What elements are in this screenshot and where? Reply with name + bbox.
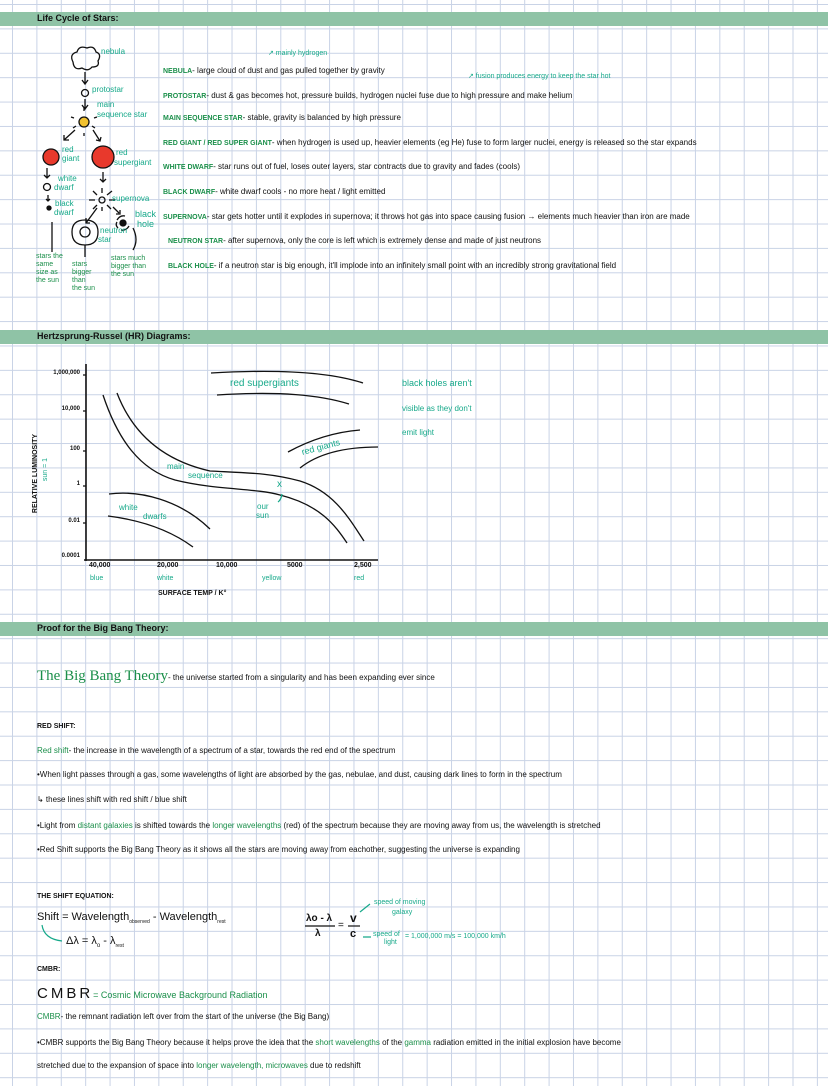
text-line: stars [72, 261, 88, 268]
x-tick-label: 10,000 [216, 562, 238, 569]
label-main-sequence-2: sequence [188, 471, 223, 480]
red-shift-bullet-1: •When light passes through a gas, some wavelengths of light are absorbed by the gas, nebulae, and dust, causing dark lines to form in the spectrum [37, 770, 562, 779]
hr-ylabel: RELATIVE LUMINOSITY [32, 433, 40, 514]
annotation-fusion: ↗ fusion produces energy to keep the star hot [468, 73, 611, 80]
cmbr-definition [37, 1012, 329, 1021]
annotation-mainly-hydrogen: ↗ mainly hydrogen [268, 50, 328, 57]
x-tick-label: 2,500 [354, 562, 372, 569]
text: Shift = Wavelength [37, 911, 130, 923]
label-red-supergiant-2: supergiant [114, 158, 152, 167]
sun-marker: x [277, 479, 282, 490]
label-neutron-star-1: neutron [100, 226, 128, 235]
cmbr-abbr: CMBR [37, 985, 94, 1002]
label-our-sun-1: our [257, 502, 269, 511]
text: of the [379, 1038, 405, 1047]
black-hole-note-1: black holes aren't [402, 378, 472, 388]
label-our-sun-2: sun [256, 511, 269, 520]
cmbr-heading: CMBR: [37, 966, 61, 973]
definition-term: SUPERNOVA [163, 214, 207, 221]
text: Δλ = λ [66, 935, 97, 947]
label-neutron-star-2: star [98, 235, 112, 244]
label-main-seq-2: sequence star [97, 110, 148, 119]
definition-text: - dust & gas becomes hot, pressure builds, hydrogen nuclei fuse due to high pressure and make helium [206, 91, 573, 100]
label-black-dwarf-1: black [55, 199, 74, 208]
text-line: bigger than [111, 263, 147, 270]
definition-term: BLACK DWARF [163, 189, 216, 196]
text-line: stars the [36, 253, 63, 260]
text: - λ [100, 935, 116, 947]
label-red-supergiants: red supergiants [230, 378, 299, 389]
text: - Wavelength [149, 911, 218, 923]
text: due to redshift [307, 1061, 361, 1070]
hr-xlabel: SURFACE TEMP / K° [158, 590, 227, 597]
definition-text: - star gets hotter until it explodes in supernova; it throws hot gas into space causing fusion → elements much heavier than iron are made [206, 212, 690, 221]
color-label: blue [90, 575, 104, 582]
red-shift-bullet-3: •Red Shift supports the Big Bang Theory as it shows all the stars are moving away from eachother, suggesting the universe is expanding [37, 845, 520, 854]
definition-term: BLACK HOLE [168, 263, 214, 270]
text-line: stars much [111, 255, 146, 262]
c-note-2: light [384, 939, 397, 946]
label-white-dwarf-2: dwarf [54, 183, 74, 192]
label-protostar: protostar [92, 85, 124, 94]
definition-text: - star runs out of fuel, loses outer layers, star contracts due to gravity and fades (cools) [213, 162, 520, 171]
cmbr-term: CMBR [37, 1012, 61, 1021]
subscript: observed [129, 919, 150, 926]
cmbr-abbreviation [37, 985, 268, 1002]
text: stretched due to the expansion of space into [37, 1061, 197, 1070]
section-title: Hertzsprung-Russel (HR) Diagrams: [37, 331, 191, 341]
label-red-giant-1: red [62, 145, 74, 154]
text: (red) of the spectrum because they are moving away from us, the wavelength is stretched [281, 821, 601, 830]
label-black-hole-1: black [135, 209, 157, 219]
arrow-line [42, 925, 62, 941]
label-red-giants: red giants [300, 437, 342, 457]
definition-text: - if a neutron star is big enough, it'll implode into an infinitely small point with an incredibly strong gravitational field [213, 261, 617, 270]
text: is shifted towards the [132, 821, 213, 830]
label-black-dwarf-2: dwarf [54, 208, 74, 217]
red-shift-term: Red shift [37, 746, 69, 755]
fraction-numerator: λo - λ [306, 913, 333, 924]
definition-text: - white dwarf cools - no more heat / light emitted [215, 187, 386, 196]
label-white-dwarf-1: white [58, 174, 77, 183]
fraction-denominator: λ [315, 928, 321, 939]
section-title: Life Cycle of Stars: [37, 13, 119, 23]
red-shift-def: - the increase in the wavelength of a spectrum of a star, towards the red end of the spectrum [68, 746, 396, 755]
text-line: size as [36, 269, 58, 276]
definition-text: - stable, gravity is balanced by high pressure [242, 113, 401, 122]
shift-equation-heading: THE SHIFT EQUATION: [37, 893, 114, 900]
cmbr-bullet-2 [37, 1061, 361, 1070]
text-line: than [72, 277, 86, 284]
highlight: longer wavelengths [212, 821, 282, 830]
highlight: distant galaxies [77, 821, 133, 830]
section-title: Proof for the Big Bang Theory: [37, 623, 169, 633]
hr-ynote: sun = 1 [42, 457, 50, 482]
arrow-line [360, 904, 371, 937]
text-line: same [36, 261, 54, 268]
x-tick-label: 40,000 [89, 562, 111, 569]
highlight: short wavelengths [315, 1038, 380, 1047]
definition-text: - after supernova, only the core is left which is extremely dense and made of just neutrons [223, 236, 542, 245]
y-tick-label: 0.0001 [61, 553, 80, 559]
subscript: rest [115, 943, 124, 950]
definition-term: MAIN SEQUENCE STAR [163, 115, 243, 122]
definition-term: PROTOSTAR [163, 93, 207, 100]
cmbr-bullet-1 [37, 1038, 621, 1047]
highlight: gamma [404, 1038, 432, 1047]
label-main-seq-1: main [97, 100, 115, 109]
label-nebula: nebula [101, 47, 126, 56]
definition-term: NEUTRON STAR [168, 238, 224, 245]
text-line: bigger [72, 269, 92, 276]
definition-term: WHITE DWARF [163, 164, 214, 171]
color-label: red [354, 575, 365, 582]
red-shift-heading: RED SHIFT: [37, 723, 76, 730]
red-shift-bullet-1b: ↳ these lines shift with red shift / blue shift [37, 795, 187, 804]
label-black-hole-2: hole [137, 219, 155, 229]
c-note-3: = 1,000,000 m/s = 100,000 km/h [405, 933, 506, 940]
label-red-giant-2: giant [62, 154, 80, 163]
text: •Light from [37, 821, 78, 830]
equals-sign: = [338, 920, 344, 931]
y-tick-label: 1 [76, 481, 80, 487]
cmbr-def: - the remnant radiation left over from the start of the universe (the Big Bang) [60, 1012, 330, 1021]
label-supernova: supernova [112, 194, 150, 203]
x-tick-label: 20,000 [157, 562, 179, 569]
color-label: yellow [262, 575, 282, 582]
label-white-dwarfs-1: white [119, 503, 138, 512]
subscript: o [96, 943, 101, 950]
subscript: rest [217, 919, 226, 926]
x-tick-label: 5000 [287, 562, 303, 569]
text: radiation emitted in the initial explosion have become [431, 1038, 621, 1047]
big-bang-title: The Big Bang Theory [37, 668, 168, 684]
text-line: the sun [72, 285, 95, 292]
definition-term: RED GIANT / RED SUPER GIANT [163, 140, 272, 147]
label-main-sequence-1: main [167, 462, 185, 471]
text-line: the sun [36, 277, 59, 284]
label-white-dwarfs-2: dwarfs [143, 512, 167, 521]
color-label: white [157, 575, 174, 582]
v-note-1: speed of moving [374, 899, 426, 906]
y-tick-label: 100 [69, 446, 80, 452]
label-red-supergiant-1: red [116, 148, 128, 157]
definition-text: - large cloud of dust and gas pulled together by gravity [192, 66, 385, 75]
c-note-1: speed of [373, 931, 400, 938]
definition-term: NEBULA [163, 68, 193, 75]
y-tick-label: 1,000,000 [53, 370, 80, 376]
v-note-2: galaxy [392, 909, 413, 916]
highlight: longer wavelength, microwaves [196, 1061, 308, 1070]
big-bang-def: - the universe started from a singularity and has been expanding ever since [167, 673, 435, 682]
light-speed-symbol: c [350, 928, 357, 940]
y-tick-label: 0.01 [68, 518, 80, 524]
velocity-symbol: v [350, 911, 357, 925]
y-tick-label: 10,000 [61, 406, 80, 412]
text: •CMBR supports the Big Bang Theory because it helps prove the idea that the [37, 1038, 316, 1047]
definition-text: - when hydrogen is used up, heavier elements (eg He) fuse to form larger nuclei, energy is released so the star expands [271, 138, 697, 147]
black-hole-note-2: visible as they don't [402, 404, 472, 413]
black-hole-note-3: emit light [402, 428, 435, 437]
text-line: the sun [111, 271, 134, 278]
cmbr-full-name: = Cosmic Microwave Background Radiation [93, 990, 268, 1000]
